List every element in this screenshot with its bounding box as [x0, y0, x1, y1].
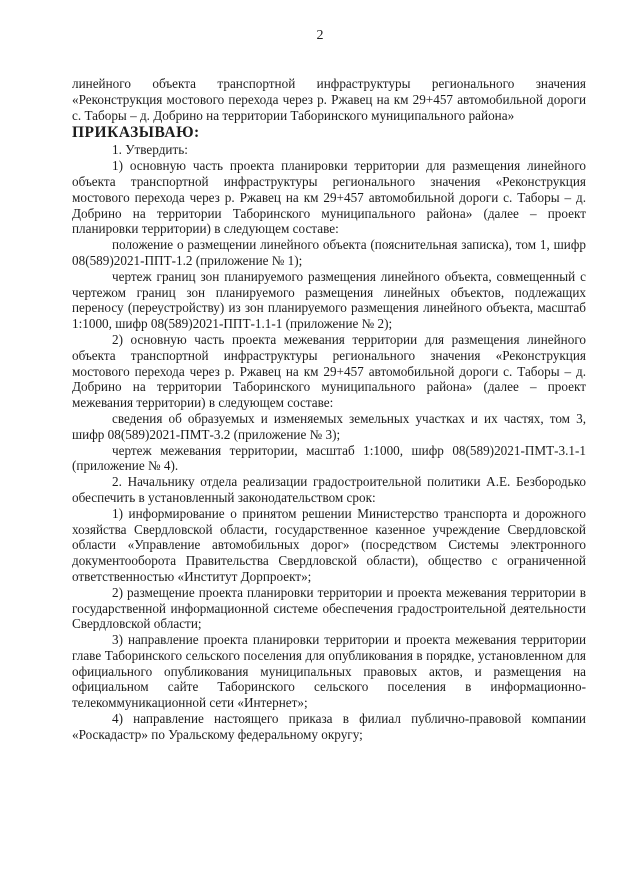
item-1-approve: 1. Утвердить:	[112, 142, 188, 158]
surveying-appendix-3: сведения об образуемых и изменяемых земельных участках и их частях, том 3, шифр 08(589)2021-ПМТ-3.2 (приложение № 3);	[72, 410, 586, 442]
item-2-1-informing: 1) информирование о принятом решении Министерство транспорта и дорожного хозяйства Свердловской области, государственное казенное учреждение Свердловской области «Управление автомобильных дорог» (посредством Системы электронного документооборота Правительства Свердловской области), общество с ограниченной ответственностью «Институт Дорпроект»;	[72, 505, 586, 584]
page-number: 2	[316, 28, 324, 43]
item-2-2-placement: 2) размещение проекта планировки территории и проекта межевания территории в государственной информационной системе обеспечения градостроительной деятельности Свердловской области;	[72, 584, 586, 632]
surveying-appendix-4: чертеж межевания территории, масштаб 1:1000, шифр 08(589)2021-ПМТ-3.1-1 (приложение № 4).	[72, 442, 586, 474]
planning-appendix-1: положение о размещении линейного объекта (пояснительная записка), том 1, шифр 08(589)2021-ППТ-1.2 (приложение № 1);	[72, 237, 586, 268]
item-2-3-publication: 3) направление проекта планировки территории и проекта межевания территории главе Таборинского сельского поселения для опубликования в порядке, установленном для официального опубликования муниципальных правовых актов, и размещения на официальном сайте Таборинского сельского поселения в информационно-телекоммуникационной сети «Интернет»;	[72, 632, 586, 711]
item-2-4-roskadastr: 4) направление настоящего приказа в филиал публично-правовой компании «Роскадастр» по Уральскому федеральному округу;	[72, 711, 586, 742]
item-2-instructions: 2. Начальнику отдела реализации градостроительной политики А.Е. Безбородько обеспечить в установленный законодательством срок:	[72, 474, 586, 505]
order-heading: ПРИКАЗЫВАЮ:	[72, 124, 200, 142]
item-1-2-surveying-project: 2) основную часть проекта межевания территории для размещения линейного объекта транспортной инфраструктуры регионального значения «Реконструкция мостового перехода через р. Ржавец на км 29+457 автомобильной дороги с. Таборы – д. Добрино на территории Таборинского муниципального района» (далее – проект межевания территории) в следующем составе:	[72, 331, 586, 411]
document-body	[72, 76, 586, 743]
item-1-1-planning-project: 1) основную часть проекта планировки территории для размещения линейного объекта транспортной инфраструктуры регионального значения «Реконструкция мостового перехода через р. Ржавец на км 29+457 автомобильной дороги с. Таборы – д. Добрино на территории Таборинского муниципального района» (далее – проект планировки территории) в следующем составе:	[72, 158, 586, 237]
planning-appendix-2: чертеж границ зон планируемого размещения линейного объекта, совмещенный с чертежом границ зон планируемого размещения линейных объектов, подлежащих переносу (переустройству) из зон планируемого размещения линейного объекта, масштаб 1:1000, шифр 08(589)2021-ППТ-1.1-1 (приложение № 2);	[72, 268, 586, 332]
intro-continuation: линейного объекта транспортной инфраструктуры регионального значения «Реконструкция мостового перехода через р. Ржавец на км 29+457 автомобильной дороги с. Таборы – д. Добрино на территории Таборинского муниципального района»	[72, 76, 586, 123]
